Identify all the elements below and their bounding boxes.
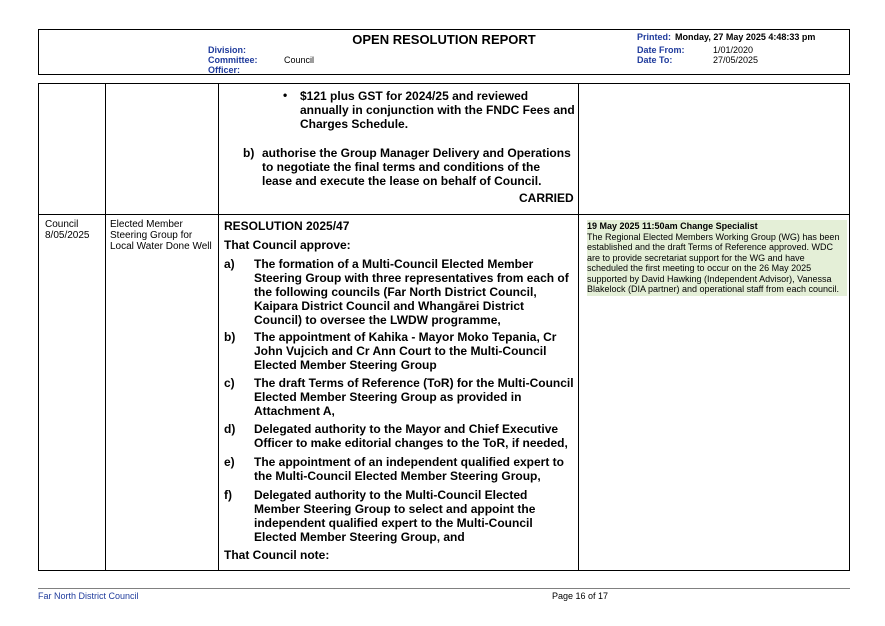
item-text: Delegated authority to the Multi-Council Elected Member Steering Group to select and appoint the independent qualified expert to the Multi-Council Elected Member Steering Group, and — [254, 488, 536, 544]
meeting-name: Council — [45, 219, 79, 230]
carried-label: CARRIED — [519, 191, 574, 205]
date-from-value: 1/01/2020 — [713, 45, 754, 55]
date-from-label: Date From: — [637, 45, 685, 55]
item-text: The formation of a Multi-Council Elected Member Steering Group with three representatives from each of the following councils (Far North District Council, Kaipara District Council and Whangārei District Council) to oversee the LWDW programme, — [254, 257, 569, 327]
item-key: d) — [224, 422, 236, 436]
item-b-text: authorise the Group Manager Delivery and Operations to negotiate the final terms and conditions of the lease and execute the lease on behalf of Council. — [262, 146, 571, 188]
status-title: 19 May 2025 11:50am Change Specialist — [587, 221, 758, 231]
column-divider — [578, 84, 579, 570]
report-title: OPEN RESOLUTION REPORT — [352, 32, 536, 47]
bullet-fee-text: $121 plus GST for 2024/25 and reviewed annually in conjunction with the FNDC Fees and Charges Schedule. — [300, 89, 575, 131]
meeting-date: 8/05/2025 — [45, 230, 90, 241]
approve-heading: That Council approve: — [224, 238, 351, 252]
column-divider — [218, 84, 219, 570]
item-b-key: b) — [243, 146, 255, 160]
footer-organisation: Far North District Council — [38, 591, 139, 601]
item-key: a) — [224, 257, 235, 271]
item-key: e) — [224, 455, 235, 469]
bullet-marker: • — [283, 88, 288, 102]
note-heading: That Council note: — [224, 548, 330, 562]
date-to-value: 27/05/2025 — [713, 55, 759, 65]
printed-value: Monday, 27 May 2025 4:48:33 pm — [675, 32, 816, 42]
item-key: f) — [224, 488, 232, 502]
committee-label: Committee: — [208, 55, 258, 65]
division-label: Division: — [208, 45, 247, 55]
status-body: The Regional Elected Members Working Group (WG) has been established and the draft Terms of Reference approved. WDC are to provide secretariat support for the WG and have scheduled the first meeting to occur on the 26 May 2025 supported by David Hawking (Independent Advisor), Vanessa Blakelock (DIA partner) and operational staff from each council. — [587, 231, 840, 294]
item-text: The appointment of an independent qualified expert to the Multi-Council Elected Member Steering Group, — [254, 455, 565, 483]
item-text: The draft Terms of Reference (ToR) for the Multi-Council Elected Member Steering Group as provided in Attachment A, — [254, 376, 574, 418]
printed-label: Printed: — [637, 32, 672, 42]
page-number: Page 16 of 17 — [552, 591, 609, 601]
resolution-table — [38, 83, 850, 571]
footer-divider — [38, 588, 850, 589]
item-text: The appointment of Kahika - Mayor Moko Tepania, Cr John Vujcich and Cr Ann Court to the Multi-Council Elected Member Steering Group — [254, 330, 557, 372]
officer-label: Officer: — [208, 65, 241, 75]
column-divider — [105, 84, 106, 570]
item-key: b) — [224, 330, 236, 344]
row-divider — [39, 214, 849, 215]
date-to-label: Date To: — [637, 55, 673, 65]
report-header — [38, 29, 850, 75]
item-text: Delegated authority to the Mayor and Chief Executive Officer to make editorial changes to the ToR, if needed, — [254, 422, 568, 450]
item-key: c) — [224, 376, 235, 390]
committee-value: Council — [284, 55, 315, 65]
resolution-number: RESOLUTION 2025/47 — [224, 219, 350, 233]
subject: Elected Member Steering Group for Local Water Done Well — [110, 219, 212, 252]
status-update — [587, 220, 847, 296]
